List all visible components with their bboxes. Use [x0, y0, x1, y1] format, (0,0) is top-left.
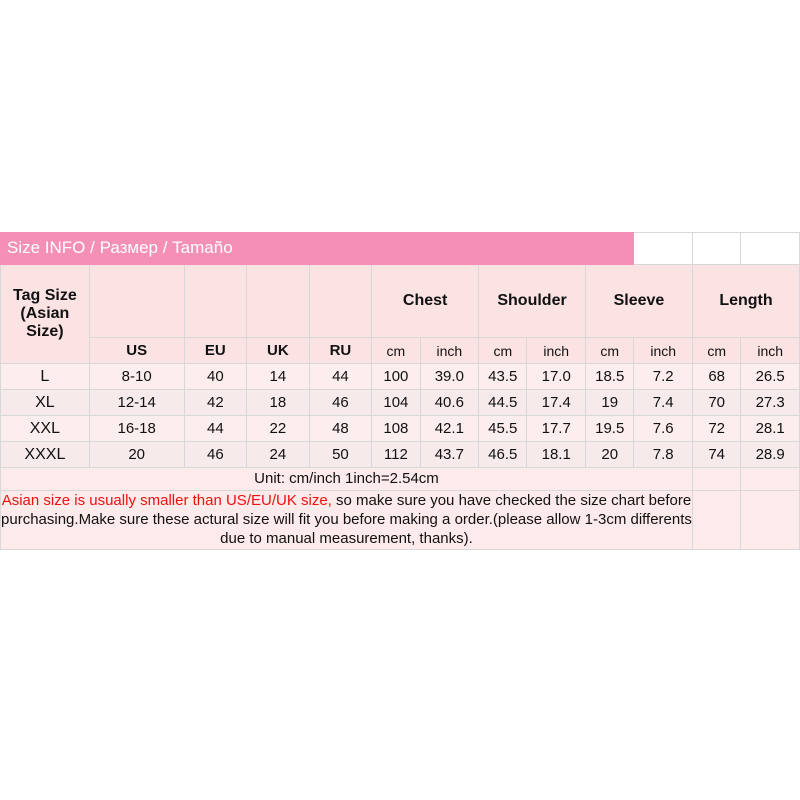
cell-length-cm: 70 [692, 390, 740, 416]
warning-note-red: Asian size is usually smaller than US/EU/UK size, [1, 492, 332, 509]
cell-tag-size: XXXL [1, 442, 90, 468]
cell-chest-inch: 43.7 [420, 442, 479, 468]
cell-ru: 46 [309, 390, 372, 416]
cell-uk: 22 [247, 416, 310, 442]
cell-length-cm: 72 [692, 416, 740, 442]
warning-note-rest: so make sure you have checked the size chart before purchasing.Make sure these actural size will fit you before making a order.(please allow 1-3cm differents due to manual measurement, thanks). [1, 492, 692, 548]
cell-shoulder-inch: 17.0 [527, 364, 586, 390]
title-row [1, 233, 800, 265]
header-us: US [89, 338, 184, 364]
cell-shoulder-cm: 44.5 [479, 390, 527, 416]
header-blank-eu [184, 265, 247, 338]
header-shoulder-cm: cm [479, 338, 527, 364]
header-blank-us [89, 265, 184, 338]
header-blank-uk [247, 265, 310, 338]
cell-tag-size: L [1, 364, 90, 390]
size-chart-table [0, 232, 800, 550]
cell-us: 20 [89, 442, 184, 468]
cell-shoulder-cm: 45.5 [479, 416, 527, 442]
cell-sleeve-cm: 18.5 [585, 364, 633, 390]
header-length-cm: cm [692, 338, 740, 364]
cell-ru: 44 [309, 364, 372, 390]
warning-note [1, 491, 693, 550]
group-header-row [1, 265, 800, 338]
warning-note-blank-2 [741, 491, 800, 550]
cell-chest-inch: 40.6 [420, 390, 479, 416]
unit-note-blank-1 [692, 468, 740, 491]
cell-chest-inch: 42.1 [420, 416, 479, 442]
warning-note-blank-1 [692, 491, 740, 550]
cell-sleeve-inch: 7.6 [634, 416, 693, 442]
cell-sleeve-cm: 20 [585, 442, 633, 468]
title-blank-3 [741, 233, 800, 265]
cell-eu: 44 [184, 416, 247, 442]
header-sleeve: Sleeve [585, 265, 692, 338]
header-sleeve-cm: cm [585, 338, 633, 364]
header-length-inch: inch [741, 338, 800, 364]
cell-chest-inch: 39.0 [420, 364, 479, 390]
cell-us: 12-14 [89, 390, 184, 416]
cell-us: 16-18 [89, 416, 184, 442]
sub-header-row [1, 338, 800, 364]
cell-uk: 24 [247, 442, 310, 468]
cell-uk: 14 [247, 364, 310, 390]
size-chart-container [0, 232, 800, 550]
header-shoulder: Shoulder [479, 265, 586, 338]
cell-shoulder-cm: 43.5 [479, 364, 527, 390]
header-eu: EU [184, 338, 247, 364]
cell-tag-size: XL [1, 390, 90, 416]
unit-note-blank-2 [741, 468, 800, 491]
cell-chest-cm: 112 [372, 442, 420, 468]
cell-uk: 18 [247, 390, 310, 416]
header-chest: Chest [372, 265, 479, 338]
header-chest-inch: inch [420, 338, 479, 364]
cell-shoulder-inch: 17.7 [527, 416, 586, 442]
cell-length-cm: 68 [692, 364, 740, 390]
header-chest-cm: cm [372, 338, 420, 364]
warning-note-row [1, 491, 800, 550]
cell-sleeve-cm: 19.5 [585, 416, 633, 442]
cell-chest-cm: 108 [372, 416, 420, 442]
cell-ru: 50 [309, 442, 372, 468]
cell-chest-cm: 100 [372, 364, 420, 390]
cell-length-inch: 28.1 [741, 416, 800, 442]
cell-sleeve-inch: 7.4 [634, 390, 693, 416]
cell-us: 8-10 [89, 364, 184, 390]
header-length: Length [692, 265, 799, 338]
unit-note-row [1, 468, 800, 491]
cell-length-inch: 26.5 [741, 364, 800, 390]
cell-eu: 40 [184, 364, 247, 390]
header-ru: RU [309, 338, 372, 364]
table-row [1, 416, 800, 442]
header-shoulder-inch: inch [527, 338, 586, 364]
cell-length-inch: 28.9 [741, 442, 800, 468]
cell-chest-cm: 104 [372, 390, 420, 416]
table-row [1, 442, 800, 468]
cell-shoulder-inch: 17.4 [527, 390, 586, 416]
cell-shoulder-cm: 46.5 [479, 442, 527, 468]
table-row [1, 390, 800, 416]
title-blank-1 [634, 233, 693, 265]
header-sleeve-inch: inch [634, 338, 693, 364]
cell-sleeve-cm: 19 [585, 390, 633, 416]
cell-sleeve-inch: 7.8 [634, 442, 693, 468]
cell-length-inch: 27.3 [741, 390, 800, 416]
cell-eu: 46 [184, 442, 247, 468]
cell-shoulder-inch: 18.1 [527, 442, 586, 468]
cell-tag-size: XXL [1, 416, 90, 442]
header-uk: UK [247, 338, 310, 364]
cell-sleeve-inch: 7.2 [634, 364, 693, 390]
title-blank-2 [692, 233, 740, 265]
header-tag-size: Tag Size (Asian Size) [1, 265, 90, 364]
cell-ru: 48 [309, 416, 372, 442]
table-row [1, 364, 800, 390]
header-blank-ru [309, 265, 372, 338]
unit-note: Unit: cm/inch 1inch=2.54cm [1, 468, 693, 491]
cell-length-cm: 74 [692, 442, 740, 468]
cell-eu: 42 [184, 390, 247, 416]
chart-title: Size INFO / Размер / Tamaño [1, 233, 634, 265]
